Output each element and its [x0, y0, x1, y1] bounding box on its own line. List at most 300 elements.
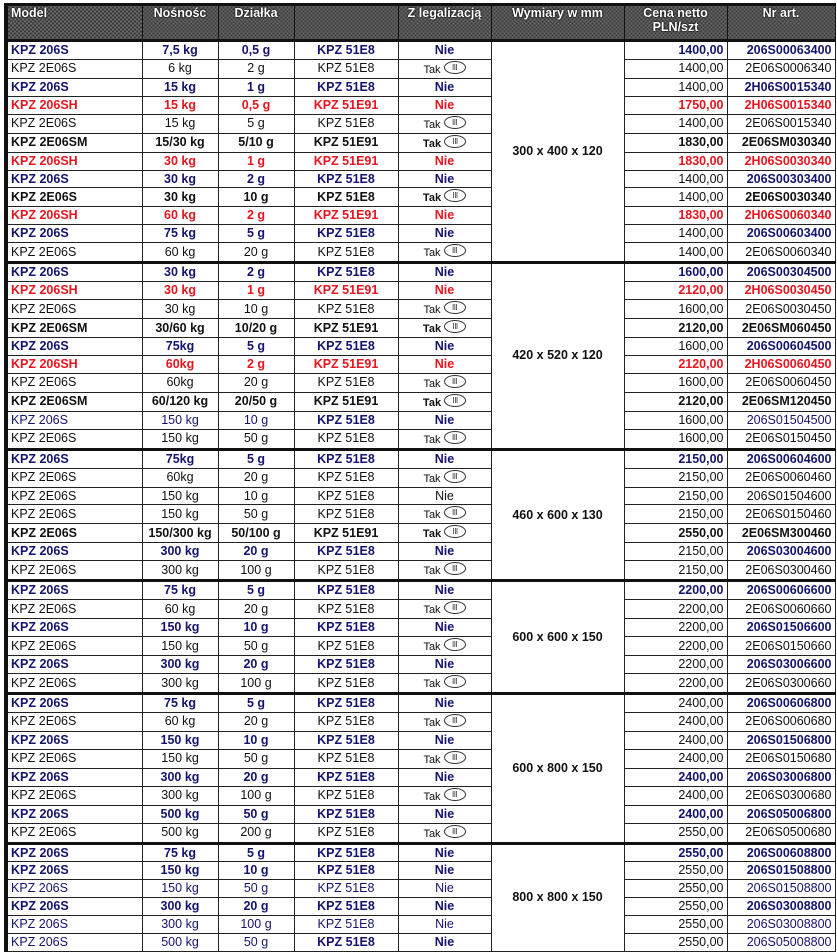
model-cell: KPZ 206S — [6, 338, 142, 356]
indicator-cell: KPZ 51E91 — [294, 319, 398, 338]
capacity-cell: 30 kg — [142, 170, 218, 188]
article-cell: 206S03008800 — [727, 916, 835, 934]
legalization-cell: Nie — [398, 78, 491, 96]
dimensions-cell: 600 x 600 x 150 — [491, 581, 624, 694]
capacity-cell: 150 kg — [142, 880, 218, 898]
legalization-value: Tak — [422, 137, 442, 150]
verification-class-iii-icon: III — [444, 116, 466, 129]
model-cell: KPZ 2E06S — [6, 373, 142, 392]
article-cell: 2H06S0060450 — [727, 355, 835, 373]
indicator-cell: KPZ 51E8 — [294, 768, 398, 786]
indicator-cell: KPZ 51E8 — [294, 505, 398, 524]
verification-class-iii-icon: III — [444, 135, 466, 148]
indicator-cell: KPZ 51E8 — [294, 487, 398, 505]
table-row — [6, 487, 835, 505]
legalization-cell — [398, 524, 491, 543]
table-row — [6, 338, 835, 356]
article-cell: 206S00603400 — [727, 225, 835, 243]
legalization-value: Tak — [423, 509, 441, 522]
model-cell: KPZ 2E06S — [6, 712, 142, 731]
division-cell: 2 g — [218, 263, 294, 282]
division-cell: 0,5 g — [218, 41, 294, 60]
indicator-cell: KPZ 51E8 — [294, 898, 398, 916]
verification-class-iii-icon: III — [444, 751, 466, 764]
model-cell: KPZ 206S — [6, 263, 142, 282]
indicator-cell: KPZ 51E8 — [294, 694, 398, 713]
model-cell: KPZ 2E06S — [6, 243, 142, 263]
table-row — [6, 524, 835, 543]
model-cell: KPZ 206S — [6, 543, 142, 561]
legalization-cell — [398, 468, 491, 487]
article-cell: 2E06S0150450 — [727, 429, 835, 449]
division-cell: 20 g — [218, 243, 294, 263]
price-cell: 2200,00 — [624, 619, 727, 637]
legalization-cell: Nie — [398, 898, 491, 916]
model-cell: KPZ 2E06SM — [6, 392, 142, 411]
price-cell: 1400,00 — [624, 225, 727, 243]
capacity-cell: 15 kg — [142, 96, 218, 114]
verification-class-iii-icon: III — [444, 61, 466, 74]
model-cell: KPZ 206S — [6, 862, 142, 880]
legalization-cell: Nie — [398, 152, 491, 170]
capacity-cell: 150 kg — [142, 862, 218, 880]
article-cell: 206S03006800 — [727, 768, 835, 786]
article-cell: 2E06SM300460 — [727, 524, 835, 543]
price-cell: 2200,00 — [624, 656, 727, 674]
capacity-cell: 30 kg — [142, 263, 218, 282]
model-cell: KPZ 206SH — [6, 282, 142, 300]
legalization-cell — [398, 133, 491, 152]
division-cell: 5 g — [218, 694, 294, 713]
article-cell: 206S00606600 — [727, 581, 835, 600]
legalization-value: Tak — [423, 63, 441, 76]
price-cell: 2120,00 — [624, 319, 727, 338]
legalization-cell: Nie — [398, 225, 491, 243]
capacity-cell: 300 kg — [142, 916, 218, 934]
article-cell: 206S01508800 — [727, 880, 835, 898]
indicator-cell: KPZ 51E8 — [294, 41, 398, 60]
division-cell: 50 g — [218, 749, 294, 768]
model-cell: KPZ 206S — [6, 78, 142, 96]
table-row — [6, 600, 835, 619]
table-row — [6, 188, 835, 207]
model-cell: KPZ 2E06S — [6, 524, 142, 543]
capacity-cell: 150 kg — [142, 749, 218, 768]
legalization-cell: Nie — [398, 170, 491, 188]
price-cell: 2200,00 — [624, 674, 727, 694]
division-cell: 20 g — [218, 768, 294, 786]
legalization-cell — [398, 429, 491, 449]
model-cell: KPZ 206S — [6, 843, 142, 862]
article-cell: 2H06S0015340 — [727, 96, 835, 114]
legalization-value: Tak — [423, 790, 441, 803]
indicator-cell: KPZ 51E8 — [294, 114, 398, 133]
model-cell: KPZ 2E06S — [6, 749, 142, 768]
model-cell: KPZ 206S — [6, 916, 142, 934]
price-cell: 1600,00 — [624, 411, 727, 429]
indicator-cell: KPZ 51E8 — [294, 561, 398, 581]
table-row — [6, 898, 835, 916]
legalization-cell: Nie — [398, 916, 491, 934]
capacity-cell: 300 kg — [142, 543, 218, 561]
table-row — [6, 862, 835, 880]
price-cell: 1400,00 — [624, 170, 727, 188]
price-cell: 2400,00 — [624, 768, 727, 786]
indicator-cell: KPZ 51E8 — [294, 225, 398, 243]
division-cell: 10 g — [218, 411, 294, 429]
model-cell: KPZ 206S — [6, 411, 142, 429]
legalization-cell — [398, 373, 491, 392]
division-cell: 10 g — [218, 487, 294, 505]
capacity-cell: 60kg — [142, 468, 218, 487]
division-cell: 10 g — [218, 619, 294, 637]
article-cell: 2E06S0150460 — [727, 505, 835, 524]
article-cell: 2E06S0060660 — [727, 600, 835, 619]
table-row — [6, 637, 835, 656]
division-cell: 100 g — [218, 786, 294, 805]
division-cell: 200 g — [218, 823, 294, 843]
price-cell: 2550,00 — [624, 934, 727, 952]
model-cell: KPZ 206S — [6, 656, 142, 674]
dimensions-cell: 460 x 600 x 130 — [491, 449, 624, 581]
price-cell: 1400,00 — [624, 114, 727, 133]
price-cell: 2150,00 — [624, 561, 727, 581]
table-row — [6, 152, 835, 170]
capacity-cell: 75 kg — [142, 225, 218, 243]
model-cell: KPZ 206S — [6, 449, 142, 468]
verification-class-iii-icon: III — [444, 394, 466, 407]
article-cell: 206S03006600 — [727, 656, 835, 674]
article-cell: 2E06SM120450 — [727, 392, 835, 411]
table-row — [6, 355, 835, 373]
price-cell: 1600,00 — [624, 338, 727, 356]
price-cell: 1600,00 — [624, 263, 727, 282]
division-cell: 5/10 g — [218, 133, 294, 152]
capacity-cell: 150 kg — [142, 505, 218, 524]
header-division: Działka — [218, 5, 294, 41]
verification-class-iii-icon: III — [444, 375, 466, 388]
verification-class-iii-icon: III — [444, 675, 466, 688]
capacity-cell: 500 kg — [142, 934, 218, 952]
model-cell: KPZ 206S — [6, 898, 142, 916]
division-cell: 5 g — [218, 338, 294, 356]
article-cell: 2E06S0060680 — [727, 712, 835, 731]
indicator-cell: KPZ 51E8 — [294, 300, 398, 319]
indicator-cell: KPZ 51E91 — [294, 96, 398, 114]
price-cell: 1400,00 — [624, 188, 727, 207]
legalization-cell — [398, 712, 491, 731]
price-cell: 2400,00 — [624, 694, 727, 713]
dimensions-cell: 300 x 400 x 120 — [491, 41, 624, 263]
model-cell: KPZ 206S — [6, 731, 142, 749]
legalization-value: Tak — [422, 396, 442, 409]
model-cell: KPZ 206S — [6, 170, 142, 188]
table-row — [6, 712, 835, 731]
division-cell: 10 g — [218, 188, 294, 207]
legalization-cell: Nie — [398, 96, 491, 114]
price-cell: 2550,00 — [624, 823, 727, 843]
price-cell: 1600,00 — [624, 300, 727, 319]
article-cell: 2E06SM030340 — [727, 133, 835, 152]
capacity-cell: 30 kg — [142, 282, 218, 300]
table-row — [6, 823, 835, 843]
model-cell: KPZ 2E06S — [6, 561, 142, 581]
capacity-cell: 150 kg — [142, 429, 218, 449]
price-cell: 2550,00 — [624, 898, 727, 916]
capacity-cell: 60 kg — [142, 712, 218, 731]
indicator-cell: KPZ 51E8 — [294, 78, 398, 96]
model-cell: KPZ 206S — [6, 41, 142, 60]
verification-class-iii-icon: III — [444, 301, 466, 314]
price-cell: 2120,00 — [624, 282, 727, 300]
capacity-cell: 60 kg — [142, 600, 218, 619]
legalization-value: Tak — [423, 433, 441, 446]
legalization-cell: Nie — [398, 41, 491, 60]
header-dimensions: Wymiary w mm — [491, 5, 624, 41]
verification-class-iii-icon: III — [444, 601, 466, 614]
price-cell: 1830,00 — [624, 152, 727, 170]
legalization-value: Tak — [423, 472, 441, 485]
model-cell: KPZ 2E06S — [6, 600, 142, 619]
legalization-cell: Nie — [398, 843, 491, 862]
legalization-cell — [398, 823, 491, 843]
legalization-cell: Nie — [398, 934, 491, 952]
table-row — [6, 411, 835, 429]
table-row — [6, 78, 835, 96]
legalization-cell — [398, 674, 491, 694]
article-cell: 206S05008800 — [727, 934, 835, 952]
division-cell: 20 g — [218, 543, 294, 561]
indicator-cell: KPZ 51E8 — [294, 449, 398, 468]
indicator-cell: KPZ 51E8 — [294, 656, 398, 674]
legalization-cell — [398, 59, 491, 78]
verification-class-iii-icon: III — [444, 638, 466, 651]
legalization-cell — [398, 319, 491, 338]
model-cell: KPZ 2E06S — [6, 674, 142, 694]
indicator-cell: KPZ 51E91 — [294, 392, 398, 411]
division-cell: 50 g — [218, 637, 294, 656]
table-row — [6, 41, 835, 60]
price-cell: 2200,00 — [624, 637, 727, 656]
legalization-cell: Nie — [398, 619, 491, 637]
table-row — [6, 768, 835, 786]
legalization-cell: Nie — [398, 207, 491, 225]
legalization-cell — [398, 392, 491, 411]
division-cell: 20 g — [218, 898, 294, 916]
article-cell: 206S03004600 — [727, 543, 835, 561]
capacity-cell: 6 kg — [142, 59, 218, 78]
capacity-cell: 150 kg — [142, 487, 218, 505]
legalization-value: Tak — [422, 528, 442, 541]
model-cell: KPZ 2E06S — [6, 468, 142, 487]
capacity-cell: 60kg — [142, 373, 218, 392]
division-cell: 50 g — [218, 429, 294, 449]
article-cell: 206S01504600 — [727, 487, 835, 505]
table-row — [6, 468, 835, 487]
table-row — [6, 786, 835, 805]
verification-class-iii-icon: III — [444, 244, 466, 257]
price-cell: 1400,00 — [624, 41, 727, 60]
article-cell: 206S00604600 — [727, 449, 835, 468]
article-cell: 206S01504500 — [727, 411, 835, 429]
legalization-value: Tak — [423, 118, 441, 131]
division-cell: 2 g — [218, 170, 294, 188]
division-cell: 0,5 g — [218, 96, 294, 114]
model-cell: KPZ 206S — [6, 694, 142, 713]
dimensions-cell: 800 x 800 x 150 — [491, 843, 624, 951]
table-row — [6, 694, 835, 713]
table-row — [6, 114, 835, 133]
legalization-value: Tak — [423, 304, 441, 317]
legalization-value: Tak — [422, 192, 442, 205]
table-row — [6, 392, 835, 411]
capacity-cell: 150/300 kg — [142, 524, 218, 543]
article-cell: 206S01506800 — [727, 731, 835, 749]
table-row — [6, 581, 835, 600]
legalization-value: Tak — [423, 827, 441, 840]
capacity-cell: 75 kg — [142, 694, 218, 713]
division-cell: 50 g — [218, 505, 294, 524]
article-cell: 206S00303400 — [727, 170, 835, 188]
model-cell: KPZ 2E06S — [6, 300, 142, 319]
division-cell: 5 g — [218, 843, 294, 862]
table-row — [6, 133, 835, 152]
table-row — [6, 805, 835, 823]
division-cell: 50 g — [218, 934, 294, 952]
model-cell: KPZ 206S — [6, 880, 142, 898]
capacity-cell: 150 kg — [142, 731, 218, 749]
division-cell: 50/100 g — [218, 524, 294, 543]
price-cell: 2120,00 — [624, 392, 727, 411]
indicator-cell: KPZ 51E8 — [294, 880, 398, 898]
division-cell: 5 g — [218, 225, 294, 243]
legalization-cell: Nie — [398, 449, 491, 468]
capacity-cell: 300 kg — [142, 898, 218, 916]
indicator-cell: KPZ 51E91 — [294, 355, 398, 373]
header-legalization: Z legalizacją — [398, 5, 491, 41]
capacity-cell: 75kg — [142, 338, 218, 356]
indicator-cell: KPZ 51E8 — [294, 843, 398, 862]
table-row — [6, 243, 835, 263]
capacity-cell: 15/30 kg — [142, 133, 218, 152]
division-cell: 1 g — [218, 282, 294, 300]
indicator-cell: KPZ 51E91 — [294, 524, 398, 543]
price-cell: 1830,00 — [624, 133, 727, 152]
indicator-cell: KPZ 51E8 — [294, 188, 398, 207]
capacity-cell: 15 kg — [142, 114, 218, 133]
indicator-cell: KPZ 51E8 — [294, 243, 398, 263]
article-cell: 206S00606800 — [727, 694, 835, 713]
indicator-cell: KPZ 51E8 — [294, 411, 398, 429]
indicator-cell: KPZ 51E8 — [294, 749, 398, 768]
division-cell: 100 g — [218, 916, 294, 934]
price-cell: 2550,00 — [624, 880, 727, 898]
legalization-value: Tak — [423, 641, 441, 654]
division-cell: 20/50 g — [218, 392, 294, 411]
division-cell: 100 g — [218, 674, 294, 694]
verification-class-iii-icon: III — [444, 320, 466, 333]
capacity-cell: 300 kg — [142, 656, 218, 674]
division-cell: 5 g — [218, 449, 294, 468]
division-cell: 20 g — [218, 656, 294, 674]
legalization-cell — [398, 300, 491, 319]
article-cell: 2E06S0300460 — [727, 561, 835, 581]
article-cell: 2E06S0030450 — [727, 300, 835, 319]
division-cell: 50 g — [218, 880, 294, 898]
price-cell: 2150,00 — [624, 487, 727, 505]
header-price: Cena netto PLN/szt — [624, 5, 727, 41]
model-cell: KPZ 2E06S — [6, 505, 142, 524]
model-cell: KPZ 2E06S — [6, 59, 142, 78]
table-body — [6, 41, 835, 952]
price-cell: 2150,00 — [624, 449, 727, 468]
indicator-cell: KPZ 51E8 — [294, 468, 398, 487]
article-cell: 2E06S0006340 — [727, 59, 835, 78]
model-cell: KPZ 2E06S — [6, 637, 142, 656]
legalization-cell: Nie — [398, 543, 491, 561]
legalization-cell: Nie — [398, 880, 491, 898]
indicator-cell: KPZ 51E8 — [294, 429, 398, 449]
indicator-cell: KPZ 51E91 — [294, 133, 398, 152]
legalization-cell — [398, 188, 491, 207]
model-cell: KPZ 206SH — [6, 96, 142, 114]
article-cell: 2E06S0060340 — [727, 243, 835, 263]
dimensions-cell: 600 x 800 x 150 — [491, 694, 624, 844]
capacity-cell: 300 kg — [142, 561, 218, 581]
indicator-cell: KPZ 51E91 — [294, 152, 398, 170]
price-cell: 1400,00 — [624, 59, 727, 78]
price-table — [4, 3, 836, 952]
capacity-cell: 60/120 kg — [142, 392, 218, 411]
table-row — [6, 749, 835, 768]
legalization-cell — [398, 637, 491, 656]
table-row — [6, 373, 835, 392]
division-cell: 5 g — [218, 581, 294, 600]
division-cell: 2 g — [218, 355, 294, 373]
division-cell: 10 g — [218, 731, 294, 749]
article-cell: 206S00304500 — [727, 263, 835, 282]
article-cell: 206S05006800 — [727, 805, 835, 823]
model-cell: KPZ 2E06S — [6, 487, 142, 505]
verification-class-iii-icon: III — [444, 825, 466, 838]
verification-class-iii-icon: III — [444, 788, 466, 801]
table-row — [6, 656, 835, 674]
header-model: Model — [6, 5, 142, 41]
table-row — [6, 843, 835, 862]
verification-class-iii-icon: III — [444, 506, 466, 519]
table-row — [6, 319, 835, 338]
verification-class-iii-icon: III — [444, 431, 466, 444]
capacity-cell: 60kg — [142, 355, 218, 373]
indicator-cell: KPZ 51E8 — [294, 731, 398, 749]
indicator-cell: KPZ 51E8 — [294, 674, 398, 694]
header-capacity: Nośnośc — [142, 5, 218, 41]
model-cell: KPZ 2E06SM — [6, 133, 142, 152]
table-row — [6, 207, 835, 225]
table-row — [6, 300, 835, 319]
article-cell: 2H06S0015340 — [727, 78, 835, 96]
legalization-value: Tak — [423, 377, 441, 390]
capacity-cell: 15 kg — [142, 78, 218, 96]
model-cell: KPZ 206SH — [6, 355, 142, 373]
article-cell: 206S01506600 — [727, 619, 835, 637]
capacity-cell: 60 kg — [142, 243, 218, 263]
model-cell: KPZ 206S — [6, 934, 142, 952]
capacity-cell: 75 kg — [142, 843, 218, 862]
division-cell: 5 g — [218, 114, 294, 133]
table-row — [6, 282, 835, 300]
model-cell: KPZ 2E06S — [6, 823, 142, 843]
